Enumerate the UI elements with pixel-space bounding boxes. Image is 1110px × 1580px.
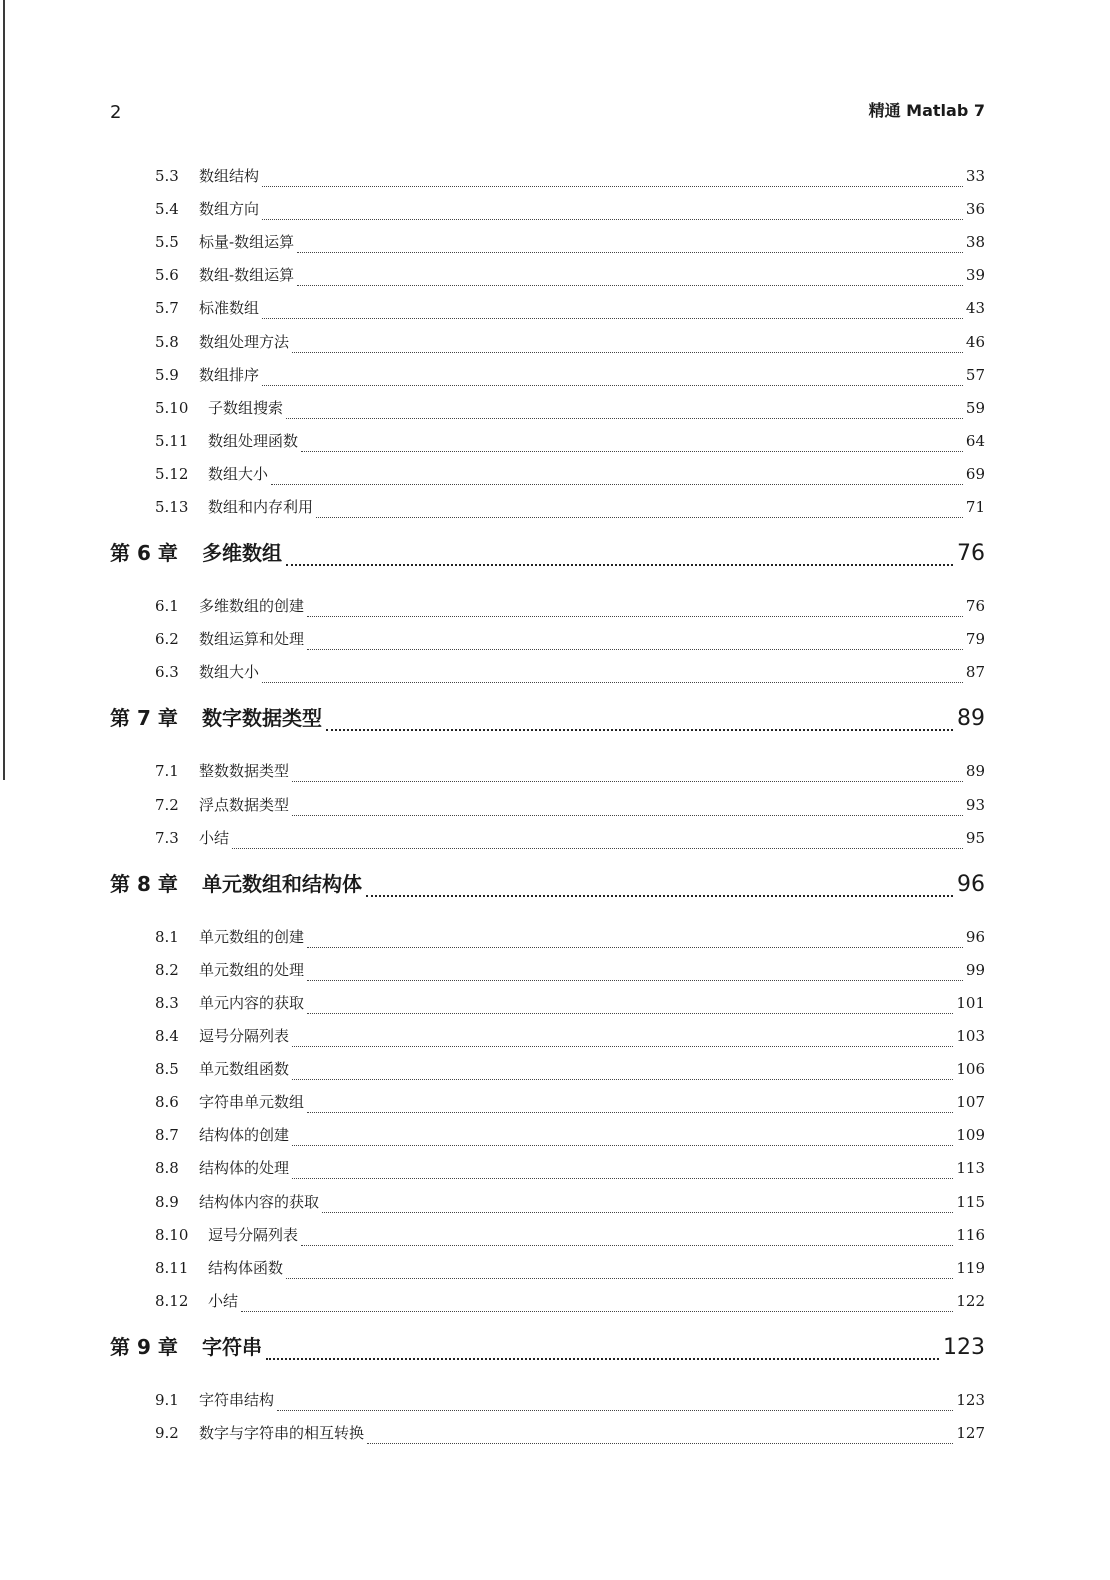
toc-entry-title: 多维数组 <box>202 541 282 566</box>
toc-entry-page: 119 <box>956 1258 985 1277</box>
toc-entry-title: 字符串 <box>202 1334 262 1359</box>
toc-entry-title: 单元数组函数 <box>199 1060 290 1079</box>
toc-entry-title: 数组和内存利用 <box>208 498 314 516</box>
toc-dot-leader <box>297 284 963 286</box>
toc-entry-title: 逗号分隔列表 <box>199 1027 290 1045</box>
toc-entry-page: 46 <box>965 332 985 351</box>
toc-dot-leader <box>326 728 953 731</box>
toc-entry-page: 123 <box>943 1334 985 1360</box>
toc-section-entry <box>155 1157 985 1183</box>
toc-dot-leader <box>367 1442 953 1444</box>
toc-entry-number: 5.12 <box>155 464 189 483</box>
toc-dot-leader <box>277 1409 953 1411</box>
toc-entry-title: 数组大小 <box>208 464 269 483</box>
toc-entry-page: 76 <box>965 597 985 616</box>
toc-section-entry <box>155 661 985 687</box>
toc-dot-leader <box>322 1211 953 1213</box>
toc-entry-title: 单元数组的处理 <box>199 960 305 979</box>
toc-dot-leader <box>292 351 963 353</box>
toc-entry-number: 8.1 <box>155 927 179 946</box>
toc-entry-title: 小结 <box>208 1291 239 1310</box>
toc-entry-title: 结构体函数 <box>208 1258 284 1277</box>
toc-dot-leader <box>271 483 963 485</box>
toc-entry-number: 8.5 <box>155 1060 179 1079</box>
toc-entry-title: 结构体内容的获取 <box>199 1192 320 1211</box>
toc-entry-title: 多维数组的创建 <box>199 597 305 616</box>
running-title: 精通 Matlab 7 <box>868 101 985 120</box>
toc-entry-page: 95 <box>965 828 985 847</box>
toc-dot-leader <box>307 648 963 650</box>
toc-dot-leader <box>307 615 963 617</box>
toc-entry-title: 数组处理函数 <box>208 431 299 450</box>
toc-entry-title: 数组运算和处理 <box>199 630 305 649</box>
toc-dot-leader <box>262 317 963 319</box>
toc-entry-number: 5.13 <box>155 498 189 516</box>
toc-section-entry <box>155 198 985 224</box>
toc-entry-number: 9.2 <box>155 1424 179 1442</box>
toc-entry-number: 8.9 <box>155 1192 179 1211</box>
toc-entry-title: 标准数组 <box>199 299 260 318</box>
toc-section-entry <box>155 1124 985 1150</box>
toc-chapter-entry <box>110 868 985 902</box>
toc-dot-leader <box>262 185 963 187</box>
toc-entry-number: 5.4 <box>155 200 179 219</box>
toc-section-entry <box>155 628 985 654</box>
toc-dot-leader <box>316 516 963 518</box>
toc-entry-number: 8.8 <box>155 1159 179 1178</box>
toc-entry-page: 96 <box>965 927 985 946</box>
toc-entry-title: 单元数组和结构体 <box>202 871 362 896</box>
toc-dot-leader <box>307 1012 953 1014</box>
toc-entry-title: 浮点数据类型 <box>199 795 290 814</box>
toc-dot-leader <box>266 1357 939 1360</box>
toc-entry-number: 第 8 章 <box>110 871 178 896</box>
toc-section-entry <box>155 595 985 621</box>
toc-entry-number: 8.6 <box>155 1093 179 1112</box>
toc-entry-title: 数组排序 <box>199 365 260 384</box>
toc-dot-leader <box>262 384 963 386</box>
toc-entry-page: 38 <box>965 233 985 252</box>
toc-entry-number: 8.11 <box>155 1258 189 1277</box>
toc-entry-page: 33 <box>965 167 985 185</box>
toc-entry-page: 79 <box>965 630 985 649</box>
toc-dot-leader <box>232 847 963 849</box>
toc-dot-leader <box>286 417 963 419</box>
toc-chapter-entry <box>110 702 985 736</box>
toc-entry-page: 122 <box>956 1291 985 1310</box>
toc-dot-leader <box>301 450 963 452</box>
toc-dot-leader <box>286 1277 953 1279</box>
toc-chapter-entry <box>110 1331 985 1365</box>
toc-entry-title: 数组处理方法 <box>199 332 290 351</box>
toc-entry-page: 123 <box>956 1390 985 1409</box>
toc-entry-number: 9.1 <box>155 1390 179 1409</box>
toc-section-entry <box>155 827 985 853</box>
toc-entry-title: 字符串结构 <box>199 1390 275 1409</box>
toc-entry-number: 5.8 <box>155 332 179 351</box>
toc-section-entry <box>155 165 985 191</box>
toc-entry-page: 99 <box>965 960 985 979</box>
page-number: 2 <box>110 102 122 123</box>
toc-entry-page: 103 <box>956 1027 985 1045</box>
toc-section-entry <box>155 1191 985 1217</box>
toc-dot-leader <box>292 1144 953 1146</box>
toc-entry-title: 结构体的创建 <box>199 1126 290 1145</box>
toc-entry-page: 107 <box>956 1093 985 1112</box>
toc-section-entry <box>155 331 985 357</box>
toc-dot-leader <box>366 894 953 897</box>
toc-entry-page: 89 <box>965 762 985 781</box>
toc-entry-page: 127 <box>956 1424 985 1442</box>
toc-entry-page: 106 <box>956 1060 985 1079</box>
toc-entry-number: 8.2 <box>155 960 179 979</box>
toc-entry-page: 57 <box>965 365 985 384</box>
toc-entry-number: 8.4 <box>155 1027 179 1045</box>
toc-dot-leader <box>262 681 963 683</box>
toc-entry-page: 64 <box>965 431 985 450</box>
toc-entry-page: 93 <box>965 795 985 814</box>
toc-section-entry <box>155 1058 985 1084</box>
toc-section-entry <box>155 959 985 985</box>
toc-dot-leader <box>297 251 963 253</box>
toc-section-entry <box>155 1290 985 1316</box>
toc-dot-leader <box>292 814 963 816</box>
toc-entry-page: 71 <box>965 498 985 516</box>
toc-entry-number: 第 7 章 <box>110 706 178 731</box>
toc-entry-title: 整数数据类型 <box>199 762 290 781</box>
toc-section-entry <box>155 1025 985 1051</box>
toc-section-entry <box>155 496 985 522</box>
toc-section-entry <box>155 992 985 1018</box>
toc-entry-number: 7.2 <box>155 795 179 814</box>
toc-entry-number: 5.7 <box>155 299 179 318</box>
toc-section-entry <box>155 264 985 290</box>
toc-section-entry <box>155 926 985 952</box>
toc-section-entry <box>155 1257 985 1283</box>
toc-entry-page: 39 <box>965 266 985 285</box>
toc-entry-title: 标量-数组运算 <box>199 233 295 252</box>
toc-entry-number: 6.3 <box>155 663 179 682</box>
toc-section-entry <box>155 1422 985 1448</box>
toc-entry-page: 101 <box>956 993 985 1012</box>
toc-dot-leader <box>241 1310 953 1312</box>
toc-entry-title: 结构体的处理 <box>199 1159 290 1178</box>
toc-section-entry <box>155 297 985 323</box>
toc-entry-title: 数组方向 <box>199 200 260 219</box>
toc-entry-title: 字符串单元数组 <box>199 1093 305 1112</box>
toc-dot-leader <box>262 218 963 220</box>
toc-entry-page: 115 <box>956 1192 985 1211</box>
toc-dot-leader <box>307 1111 953 1113</box>
toc-entry-page: 113 <box>956 1159 985 1178</box>
toc-entry-number: 5.11 <box>155 431 189 450</box>
toc-entry-page: 76 <box>957 541 985 567</box>
toc-section-entry <box>155 1091 985 1117</box>
toc-entry-title: 小结 <box>199 828 230 847</box>
toc-section-entry <box>155 364 985 390</box>
toc-dot-leader <box>307 946 963 948</box>
toc-entry-number: 5.3 <box>155 167 179 185</box>
toc-entry-number: 7.1 <box>155 762 179 781</box>
toc-entry-number: 6.2 <box>155 630 179 649</box>
toc-section-entry <box>155 397 985 423</box>
toc-entry-number: 5.10 <box>155 398 189 417</box>
toc-entry-page: 116 <box>956 1225 985 1244</box>
toc-entry-title: 数字数据类型 <box>202 706 322 731</box>
toc-entry-page: 109 <box>956 1126 985 1145</box>
toc-section-entry <box>155 1224 985 1250</box>
toc-entry-number: 8.3 <box>155 993 179 1012</box>
toc-dot-leader <box>307 979 963 981</box>
toc-entry-title: 单元内容的获取 <box>199 993 305 1012</box>
toc-entry-number: 第 6 章 <box>110 541 178 566</box>
toc-dot-leader <box>292 1177 953 1179</box>
toc-entry-number: 第 9 章 <box>110 1334 178 1359</box>
toc-section-entry <box>155 231 985 257</box>
toc-entry-page: 87 <box>965 663 985 682</box>
toc-entry-number: 8.7 <box>155 1126 179 1145</box>
toc-dot-leader <box>301 1244 953 1246</box>
toc-section-entry <box>155 430 985 456</box>
toc-section-entry <box>155 760 985 786</box>
toc-section-entry <box>155 1389 985 1415</box>
toc-entry-title: 子数组搜索 <box>208 398 284 417</box>
toc-entry-page: 69 <box>965 464 985 483</box>
toc-entry-title: 逗号分隔列表 <box>208 1225 299 1244</box>
toc-entry-title: 数组结构 <box>199 167 260 185</box>
toc-entry-number: 5.6 <box>155 266 179 285</box>
toc-entry-page: 96 <box>957 871 985 897</box>
toc-entry-number: 5.5 <box>155 233 179 252</box>
toc-entry-number: 5.9 <box>155 365 179 384</box>
toc-entry-page: 59 <box>965 398 985 417</box>
toc-section-entry <box>155 794 985 820</box>
toc-dot-leader <box>286 563 953 566</box>
toc-entry-title: 单元数组的创建 <box>199 927 305 946</box>
toc-entry-number: 6.1 <box>155 597 179 616</box>
toc-dot-leader <box>292 780 963 782</box>
toc-entry-number: 8.12 <box>155 1291 189 1310</box>
toc-chapter-entry <box>110 537 985 571</box>
toc-entry-number: 7.3 <box>155 828 179 847</box>
toc-entry-page: 36 <box>965 200 985 219</box>
toc-entry-page: 89 <box>957 706 985 732</box>
toc-entry-page: 43 <box>965 299 985 318</box>
toc-dot-leader <box>292 1045 953 1047</box>
toc-entry-title: 数组-数组运算 <box>199 266 295 285</box>
toc-entry-title: 数组大小 <box>199 663 260 682</box>
toc-dot-leader <box>292 1078 953 1080</box>
toc-entry-title: 数字与字符串的相互转换 <box>199 1424 365 1442</box>
toc-entry-number: 8.10 <box>155 1225 189 1244</box>
toc-section-entry <box>155 463 985 489</box>
